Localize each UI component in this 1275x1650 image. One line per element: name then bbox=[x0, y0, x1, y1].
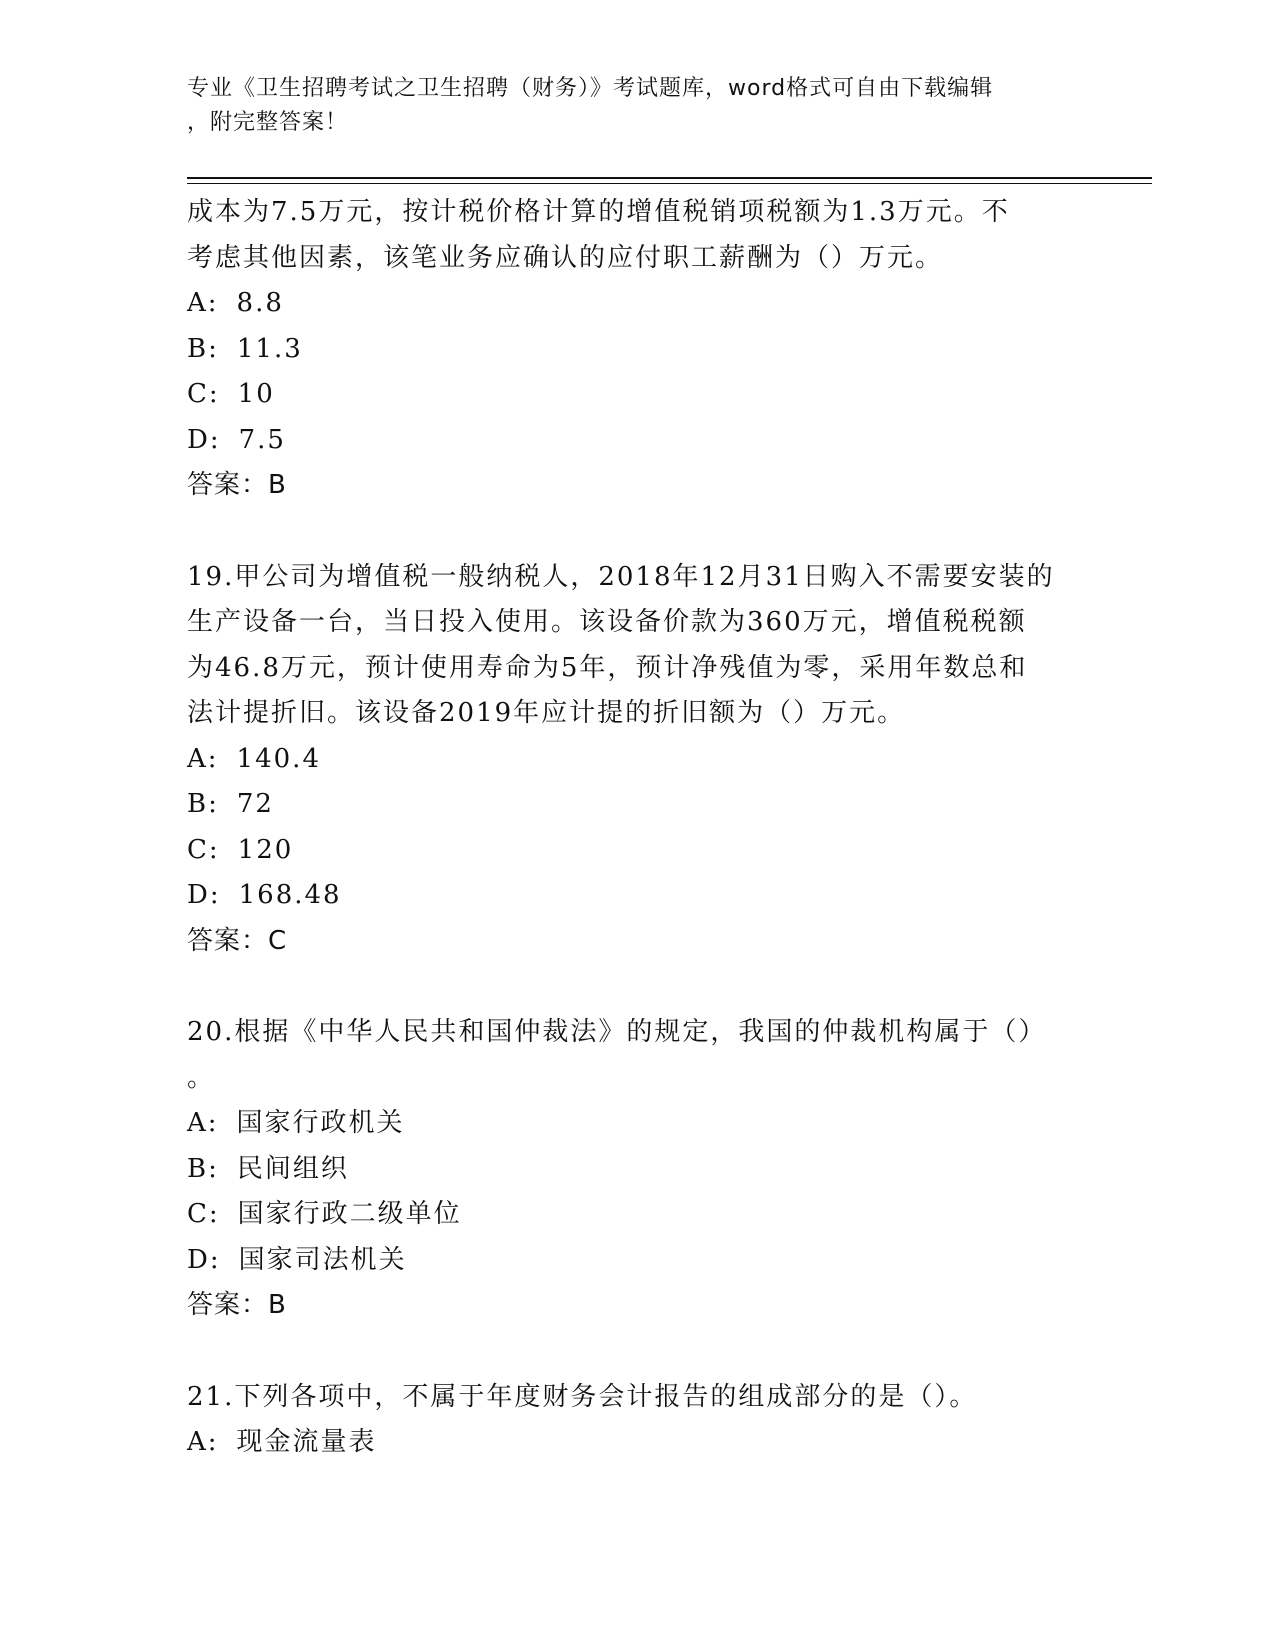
answer-label: 答案：B bbox=[187, 470, 287, 500]
option-a bbox=[187, 1101, 1087, 1147]
question-text: 生产设备一台，当日投入使用。该设备价款为360万元，增值税税额 bbox=[187, 607, 1027, 637]
header-line-2: ，附完整答案！ bbox=[187, 110, 349, 135]
header-divider-thin bbox=[187, 183, 1152, 184]
option-text: 10 bbox=[237, 379, 275, 409]
option-letter: C: bbox=[187, 834, 220, 865]
question-text: 21.下列各项中，不属于年度财务会计报告的组成部分的是（）。 bbox=[187, 1381, 978, 1412]
option-text: 120 bbox=[237, 834, 294, 865]
option-b bbox=[187, 1147, 1087, 1193]
option-text: 72 bbox=[236, 789, 274, 819]
option-a bbox=[187, 737, 1087, 783]
option-letter: C: bbox=[187, 379, 220, 409]
option-letter: B: bbox=[187, 789, 219, 819]
option-text: 8.8 bbox=[236, 288, 284, 318]
option-text: 7.5 bbox=[238, 424, 286, 455]
option-c bbox=[187, 1192, 1087, 1238]
question-text: 法计提折旧。该设备2019年应计提的折旧额为（）万元。 bbox=[187, 698, 906, 728]
question-text: 。 bbox=[187, 1062, 216, 1093]
question-21 bbox=[187, 1375, 1087, 1466]
header-line-1: 专业《卫生招聘考试之卫生招聘（财务）》考试题库，word格式可自由下载编辑 bbox=[187, 76, 994, 101]
option-text: 国家司法机关 bbox=[238, 1244, 407, 1275]
option-letter: B: bbox=[187, 1153, 219, 1184]
question-20 bbox=[187, 1010, 1087, 1329]
answer-label: 答案：C bbox=[187, 925, 288, 956]
answer-label: 答案：B bbox=[187, 1290, 287, 1320]
option-text: 168.48 bbox=[238, 880, 342, 910]
option-d bbox=[187, 873, 1087, 919]
option-text: 民间组织 bbox=[236, 1153, 349, 1184]
option-text: 140.4 bbox=[236, 743, 321, 774]
document-header bbox=[187, 72, 1067, 140]
option-letter: D: bbox=[187, 424, 221, 455]
option-letter: A: bbox=[187, 1427, 219, 1457]
question-list bbox=[187, 190, 1087, 1466]
option-c bbox=[187, 828, 1087, 874]
question-text: 成本为7.5万元，按计税价格计算的增值税销项税额为1.3万元。不 bbox=[187, 197, 1010, 227]
option-c bbox=[187, 372, 1087, 418]
option-letter: A: bbox=[187, 743, 219, 774]
option-text: 11.3 bbox=[236, 333, 303, 364]
option-letter: B: bbox=[187, 333, 219, 364]
option-letter: A: bbox=[187, 1108, 219, 1138]
option-text: 国家行政二级单位 bbox=[237, 1199, 462, 1229]
question-text: 19.甲公司为增值税一般纳税人，2018年12月31日购入不需要安装的 bbox=[187, 561, 1055, 592]
question-text: 20.根据《中华人民共和国仲裁法》的规定，我国的仲裁机构属于（） bbox=[187, 1017, 1047, 1047]
option-a bbox=[187, 1420, 1087, 1466]
option-letter: A: bbox=[187, 288, 219, 318]
question-18 bbox=[187, 190, 1087, 509]
question-text: 考虑其他因素，该笔业务应确认的应付职工薪酬为（）万元。 bbox=[187, 242, 944, 273]
option-text: 国家行政机关 bbox=[236, 1108, 405, 1138]
option-letter: D: bbox=[187, 880, 221, 910]
header-divider-thick bbox=[187, 177, 1152, 179]
option-b bbox=[187, 782, 1087, 828]
option-text: 现金流量表 bbox=[236, 1427, 377, 1457]
option-letter: C: bbox=[187, 1199, 220, 1229]
option-b bbox=[187, 327, 1087, 373]
option-d bbox=[187, 1238, 1087, 1284]
option-letter: D: bbox=[187, 1244, 221, 1275]
option-d bbox=[187, 418, 1087, 464]
option-a bbox=[187, 281, 1087, 327]
question-text: 为46.8万元，预计使用寿命为5年，预计净残值为零，采用年数总和 bbox=[187, 652, 1028, 683]
question-19 bbox=[187, 555, 1087, 965]
